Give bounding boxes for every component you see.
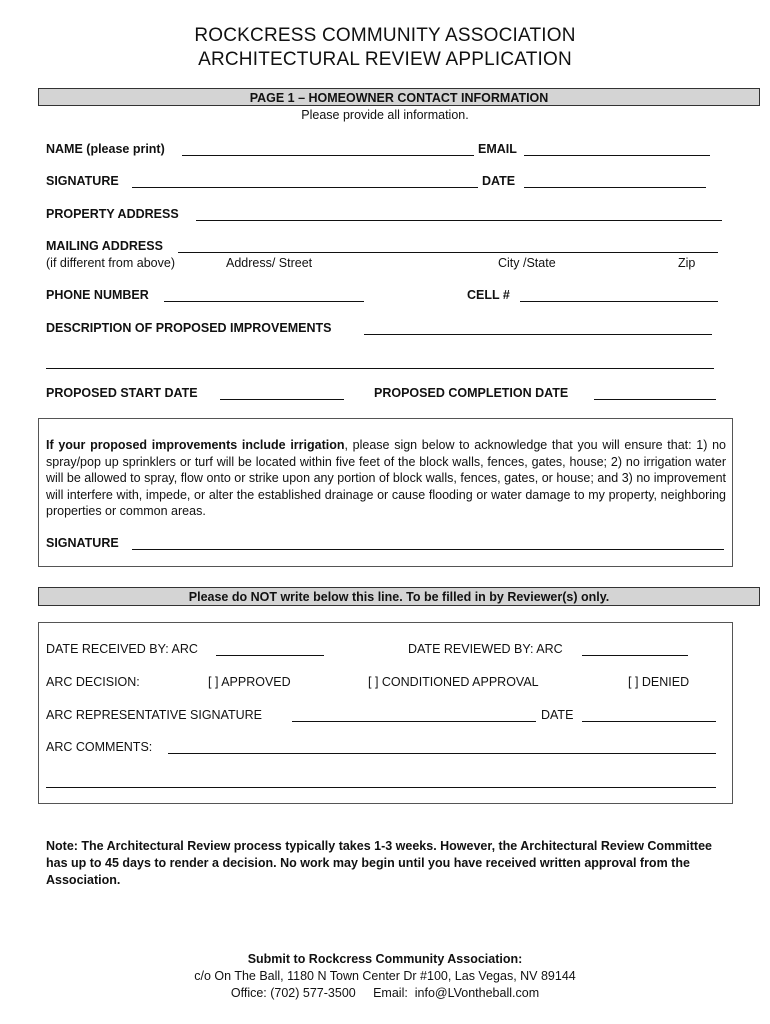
arc-comments-label: ARC COMMENTS: (46, 740, 153, 754)
irrigation-lead: If your proposed improvements include irrigation (46, 438, 345, 452)
row-dates (46, 386, 722, 404)
irrigation-box (38, 418, 733, 567)
city-state-hint: City /State (498, 256, 556, 270)
row-arc-dates (46, 642, 726, 660)
arc-date-label: DATE (541, 708, 574, 722)
mailing-address-label: MAILING ADDRESS (46, 239, 163, 253)
form-title-line1: ROCKCRESS COMMUNITY ASSOCIATION (194, 25, 576, 46)
date-reviewed-field[interactable] (582, 642, 688, 656)
row-description-continued (46, 355, 722, 373)
row-description (46, 321, 722, 339)
row-arc-comments-continued (46, 774, 726, 792)
completion-date-label: PROPOSED COMPLETION DATE (374, 386, 569, 400)
date-label: DATE (482, 174, 516, 188)
irrigation-signature-field[interactable] (132, 536, 724, 550)
arc-decision-label: ARC DECISION: (46, 675, 140, 689)
date-received-field[interactable] (216, 642, 324, 656)
approved-checkbox[interactable]: [ ] APPROVED (208, 675, 291, 689)
date-reviewed-label: DATE REVIEWED BY: ARC (408, 642, 563, 656)
processing-note: Note: The Architectural Review process typically takes 1-3 weeks. However, the Architectural Review Committee has up to 45 days to render a decision. No work may begin until you have received written approval from the Association. (46, 839, 712, 887)
start-date-field[interactable] (220, 386, 344, 400)
conditioned-approval-checkbox[interactable]: [ ] CONDITIONED APPROVAL (368, 675, 539, 689)
row-name-email (46, 142, 722, 160)
phone-field[interactable] (164, 288, 364, 302)
arc-comments-field-line2[interactable] (46, 774, 716, 788)
row-arc-rep-signature (46, 708, 726, 726)
property-address-label: PROPERTY ADDRESS (46, 207, 179, 221)
row-property-address (46, 207, 722, 225)
irrigation-signature-label: SIGNATURE (46, 536, 119, 550)
cell-field[interactable] (520, 288, 718, 302)
form-title-line2: ARCHITECTURAL REVIEW APPLICATION (198, 49, 572, 70)
mailing-address-field[interactable] (178, 239, 718, 253)
email-label: EMAIL (478, 142, 517, 156)
mailing-address-line: c/o On The Ball, 1180 N Town Center Dr #100, Las Vegas, NV 89144 (194, 969, 576, 983)
row-irrigation-signature (46, 536, 726, 554)
irrigation-paragraph (46, 437, 726, 520)
arc-date-field[interactable] (582, 708, 716, 722)
submit-to-line: Submit to Rockcress Community Association: (247, 952, 523, 966)
arc-rep-signature-label: ARC REPRESENTATIVE SIGNATURE (46, 708, 263, 722)
signature-label: SIGNATURE (46, 174, 119, 188)
address-street-hint: Address/ Street (226, 256, 313, 270)
row-mailing-hints (46, 256, 722, 274)
description-label: DESCRIPTION OF PROPOSED IMPROVEMENTS (46, 321, 332, 335)
row-mailing-address (46, 239, 722, 257)
arc-comments-field[interactable] (168, 740, 716, 754)
arc-rep-signature-field[interactable] (292, 708, 536, 722)
reviewer-box (38, 622, 733, 804)
start-date-label: PROPOSED START DATE (46, 386, 198, 400)
phone-label: PHONE NUMBER (46, 288, 149, 302)
mailing-hint: (if different from above) (46, 256, 175, 270)
row-arc-comments (46, 740, 726, 758)
name-field[interactable] (182, 142, 474, 156)
row-phone-cell (46, 288, 722, 306)
section-subtitle: Please provide all information. (301, 108, 469, 122)
description-field[interactable] (364, 321, 712, 335)
denied-checkbox[interactable]: [ ] DENIED (628, 675, 690, 689)
description-field-line2[interactable] (46, 355, 714, 369)
date-received-label: DATE RECEIVED BY: ARC (46, 642, 198, 656)
zip-hint: Zip (678, 256, 696, 270)
signature-field[interactable] (132, 174, 478, 188)
property-address-field[interactable] (196, 207, 722, 221)
name-label: NAME (please print) (46, 142, 165, 156)
contact-line: Office: (702) 577-3500 Email: info@LVontheball.com (230, 986, 540, 1000)
email-field[interactable] (524, 142, 710, 156)
row-signature-date (46, 174, 722, 192)
date-field[interactable] (524, 174, 706, 188)
section-homeowner-header: PAGE 1 – HOMEOWNER CONTACT INFORMATION (38, 88, 760, 106)
reviewer-only-header: Please do NOT write below this line. To be filled in by Reviewer(s) only. (38, 587, 760, 606)
completion-date-field[interactable] (594, 386, 716, 400)
cell-label: CELL # (467, 288, 510, 302)
irrigation-text: , please sign below to acknowledge that you will ensure that: 1) no spray/pop up sprinklers or turf will be located within five feet of the block walls, fences, gates, house; 2) no irrigation water will be allowed to spray, flow onto or strike upon any portion of block walls, fences, gates, or house; and 3) no improvement will interfere with, impede, or alter the established drainage or cause flooding or water damage to my property, neighboring properties or common areas. (46, 438, 727, 518)
row-arc-decision (46, 675, 726, 693)
